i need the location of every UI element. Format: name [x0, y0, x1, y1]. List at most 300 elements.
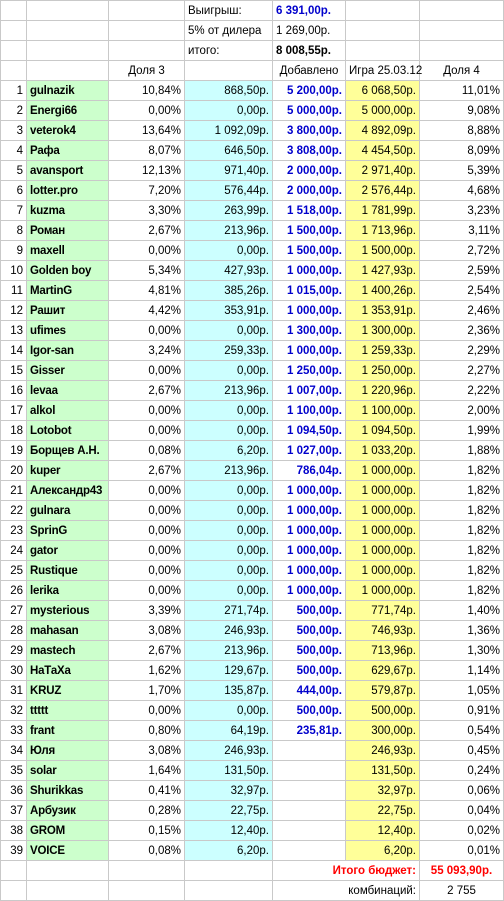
- game-cell[interactable]: 1 300,00р.: [346, 321, 420, 341]
- share3-cell[interactable]: 0,00%: [109, 561, 185, 581]
- game-cell[interactable]: 2 576,44р.: [346, 181, 420, 201]
- player-name[interactable]: SprinG: [27, 521, 109, 541]
- added-cell[interactable]: 5 200,00р.: [273, 81, 346, 101]
- row-number[interactable]: 2: [1, 101, 27, 121]
- player-name[interactable]: ttttt: [27, 701, 109, 721]
- player-name[interactable]: alkol: [27, 401, 109, 421]
- share4-cell[interactable]: 2,29%: [420, 341, 504, 361]
- share4-cell[interactable]: 8,09%: [420, 141, 504, 161]
- row-number[interactable]: 13: [1, 321, 27, 341]
- table-row: [1, 321, 504, 341]
- game-cell[interactable]: 246,93р.: [346, 741, 420, 761]
- share4-cell[interactable]: 0,06%: [420, 781, 504, 801]
- game-cell[interactable]: 1 000,00р.: [346, 501, 420, 521]
- game-cell[interactable]: 1 000,00р.: [346, 521, 420, 541]
- row-number[interactable]: 1: [1, 81, 27, 101]
- added-cell[interactable]: 1 094,50р.: [273, 421, 346, 441]
- budget-value[interactable]: 55 093,90р.: [420, 861, 504, 881]
- player-name[interactable]: kuper: [27, 461, 109, 481]
- added-cell[interactable]: 500,00р.: [273, 701, 346, 721]
- amount-cell[interactable]: 427,93р.: [185, 261, 273, 281]
- amount-cell[interactable]: 0,00р.: [185, 321, 273, 341]
- share3-cell[interactable]: 3,24%: [109, 341, 185, 361]
- added-cell[interactable]: 5 000,00р.: [273, 101, 346, 121]
- share4-cell[interactable]: 2,46%: [420, 301, 504, 321]
- amount-cell[interactable]: 213,96р.: [185, 641, 273, 661]
- share3-cell[interactable]: 0,00%: [109, 401, 185, 421]
- table-row: [1, 821, 504, 841]
- share4-cell[interactable]: 1,99%: [420, 421, 504, 441]
- row-number[interactable]: 28: [1, 621, 27, 641]
- row-number[interactable]: 29: [1, 641, 27, 661]
- player-name[interactable]: lerika: [27, 581, 109, 601]
- share3-cell[interactable]: 0,15%: [109, 821, 185, 841]
- game-cell[interactable]: 1 000,00р.: [346, 481, 420, 501]
- player-name[interactable]: Роман: [27, 221, 109, 241]
- share3-cell[interactable]: 2,67%: [109, 461, 185, 481]
- added-cell[interactable]: 2 000,00р.: [273, 181, 346, 201]
- added-cell[interactable]: 500,00р.: [273, 621, 346, 641]
- game-cell[interactable]: 1 500,00р.: [346, 241, 420, 261]
- share4-cell[interactable]: 1,40%: [420, 601, 504, 621]
- player-name[interactable]: Rustique: [27, 561, 109, 581]
- share3-cell[interactable]: 13,64%: [109, 121, 185, 141]
- header-share4[interactable]: Доля 4: [420, 61, 504, 81]
- total-label[interactable]: итого:: [185, 41, 273, 61]
- dealer-label[interactable]: 5% от дилера: [185, 21, 273, 41]
- game-cell[interactable]: 713,96р.: [346, 641, 420, 661]
- row-number[interactable]: 5: [1, 161, 27, 181]
- share4-cell[interactable]: 1,36%: [420, 621, 504, 641]
- amount-cell[interactable]: 0,00р.: [185, 481, 273, 501]
- player-name[interactable]: Рафа: [27, 141, 109, 161]
- row-number[interactable]: 17: [1, 401, 27, 421]
- added-cell[interactable]: 444,00р.: [273, 681, 346, 701]
- game-cell[interactable]: 22,75р.: [346, 801, 420, 821]
- share3-cell[interactable]: 1,62%: [109, 661, 185, 681]
- dealer-value[interactable]: 1 269,00р.: [273, 21, 346, 41]
- player-name[interactable]: mahasan: [27, 621, 109, 641]
- share4-cell[interactable]: 1,82%: [420, 501, 504, 521]
- amount-cell[interactable]: 22,75р.: [185, 801, 273, 821]
- row-number[interactable]: 11: [1, 281, 27, 301]
- share3-cell[interactable]: 0,00%: [109, 361, 185, 381]
- player-name[interactable]: НаТаХа: [27, 661, 109, 681]
- row-number[interactable]: 6: [1, 181, 27, 201]
- share4-cell[interactable]: 2,27%: [420, 361, 504, 381]
- game-cell[interactable]: 1 000,00р.: [346, 461, 420, 481]
- game-cell[interactable]: 1 250,00р.: [346, 361, 420, 381]
- amount-cell[interactable]: 0,00р.: [185, 561, 273, 581]
- added-cell[interactable]: 500,00р.: [273, 641, 346, 661]
- added-cell[interactable]: 1 027,00р.: [273, 441, 346, 461]
- amount-cell[interactable]: 135,87р.: [185, 681, 273, 701]
- amount-cell[interactable]: 271,74р.: [185, 601, 273, 621]
- amount-cell[interactable]: 971,40р.: [185, 161, 273, 181]
- row-number[interactable]: 38: [1, 821, 27, 841]
- game-cell[interactable]: 32,97р.: [346, 781, 420, 801]
- share4-cell[interactable]: 1,14%: [420, 661, 504, 681]
- amount-cell[interactable]: 246,93р.: [185, 741, 273, 761]
- player-name[interactable]: Рашит: [27, 301, 109, 321]
- share3-cell[interactable]: 10,84%: [109, 81, 185, 101]
- player-name[interactable]: ufimes: [27, 321, 109, 341]
- amount-cell[interactable]: 213,96р.: [185, 461, 273, 481]
- amount-cell[interactable]: 0,00р.: [185, 421, 273, 441]
- amount-cell[interactable]: 0,00р.: [185, 701, 273, 721]
- game-cell[interactable]: 1 000,00р.: [346, 561, 420, 581]
- table-row: [1, 801, 504, 821]
- share3-cell[interactable]: 4,42%: [109, 301, 185, 321]
- game-cell[interactable]: 1 000,00р.: [346, 541, 420, 561]
- row-number[interactable]: 37: [1, 801, 27, 821]
- added-cell[interactable]: 1 000,00р.: [273, 521, 346, 541]
- share4-cell[interactable]: 0,04%: [420, 801, 504, 821]
- combos-value[interactable]: 2 755: [420, 881, 504, 901]
- game-cell[interactable]: 300,00р.: [346, 721, 420, 741]
- share4-cell[interactable]: 9,08%: [420, 101, 504, 121]
- player-name[interactable]: maxell: [27, 241, 109, 261]
- amount-cell[interactable]: 64,19р.: [185, 721, 273, 741]
- added-cell[interactable]: 1 100,00р.: [273, 401, 346, 421]
- share3-cell[interactable]: 2,67%: [109, 221, 185, 241]
- amount-cell[interactable]: 646,50р.: [185, 141, 273, 161]
- share3-cell[interactable]: 0,80%: [109, 721, 185, 741]
- share3-cell[interactable]: 1,64%: [109, 761, 185, 781]
- amount-cell[interactable]: 353,91р.: [185, 301, 273, 321]
- share4-cell[interactable]: 1,05%: [420, 681, 504, 701]
- player-name[interactable]: KRUZ: [27, 681, 109, 701]
- added-cell[interactable]: [273, 841, 346, 861]
- share4-cell[interactable]: 1,82%: [420, 461, 504, 481]
- game-cell[interactable]: 1 100,00р.: [346, 401, 420, 421]
- row-number[interactable]: 3: [1, 121, 27, 141]
- combos-label[interactable]: комбинаций:: [273, 881, 420, 901]
- game-cell[interactable]: 5 000,00р.: [346, 101, 420, 121]
- row-number[interactable]: 16: [1, 381, 27, 401]
- player-name[interactable]: MartinG: [27, 281, 109, 301]
- added-cell[interactable]: 1 300,00р.: [273, 321, 346, 341]
- game-cell[interactable]: 629,67р.: [346, 661, 420, 681]
- share4-cell[interactable]: 0,24%: [420, 761, 504, 781]
- row-number[interactable]: 36: [1, 781, 27, 801]
- row-number[interactable]: 9: [1, 241, 27, 261]
- share4-cell[interactable]: 2,54%: [420, 281, 504, 301]
- header-share3[interactable]: Доля 3: [109, 61, 185, 81]
- player-name[interactable]: Golden boy: [27, 261, 109, 281]
- summary-row-dealer: [1, 21, 504, 41]
- added-cell[interactable]: 786,04р.: [273, 461, 346, 481]
- share3-cell[interactable]: 3,39%: [109, 601, 185, 621]
- player-name[interactable]: Energi66: [27, 101, 109, 121]
- share3-cell[interactable]: 3,30%: [109, 201, 185, 221]
- added-cell[interactable]: [273, 741, 346, 761]
- share3-cell[interactable]: 2,67%: [109, 381, 185, 401]
- share3-cell[interactable]: 0,00%: [109, 581, 185, 601]
- game-cell[interactable]: 1 427,93р.: [346, 261, 420, 281]
- win-label[interactable]: Выигрыш:: [185, 1, 273, 21]
- share4-cell[interactable]: 4,68%: [420, 181, 504, 201]
- game-cell[interactable]: 131,50р.: [346, 761, 420, 781]
- total-value[interactable]: 8 008,55р.: [273, 41, 346, 61]
- summary-row-win: [1, 1, 504, 21]
- amount-cell[interactable]: 12,40р.: [185, 821, 273, 841]
- game-cell[interactable]: 2 971,40р.: [346, 161, 420, 181]
- added-cell[interactable]: 3 800,00р.: [273, 121, 346, 141]
- share3-cell[interactable]: 8,07%: [109, 141, 185, 161]
- share3-cell[interactable]: 0,00%: [109, 541, 185, 561]
- share3-cell[interactable]: 0,41%: [109, 781, 185, 801]
- player-name[interactable]: Gisser: [27, 361, 109, 381]
- header-game[interactable]: Игра 25.03.12: [346, 61, 420, 81]
- added-cell[interactable]: 1 007,00р.: [273, 381, 346, 401]
- player-name[interactable]: kuzma: [27, 201, 109, 221]
- row-number[interactable]: 35: [1, 761, 27, 781]
- added-cell[interactable]: [273, 821, 346, 841]
- added-cell[interactable]: 2 000,00р.: [273, 161, 346, 181]
- share3-cell[interactable]: 0,00%: [109, 521, 185, 541]
- share3-cell[interactable]: 0,08%: [109, 441, 185, 461]
- amount-cell[interactable]: 246,93р.: [185, 621, 273, 641]
- row-number[interactable]: 27: [1, 601, 27, 621]
- share3-cell[interactable]: 0,00%: [109, 421, 185, 441]
- row-number[interactable]: 22: [1, 501, 27, 521]
- share3-cell[interactable]: 2,67%: [109, 641, 185, 661]
- player-name[interactable]: solar: [27, 761, 109, 781]
- game-cell[interactable]: 1 033,20р.: [346, 441, 420, 461]
- share4-cell[interactable]: 0,54%: [420, 721, 504, 741]
- game-cell[interactable]: 771,74р.: [346, 601, 420, 621]
- share4-cell[interactable]: 8,88%: [420, 121, 504, 141]
- added-cell[interactable]: 500,00р.: [273, 601, 346, 621]
- share4-cell[interactable]: 2,59%: [420, 261, 504, 281]
- amount-cell[interactable]: 0,00р.: [185, 401, 273, 421]
- game-cell[interactable]: 1 259,33р.: [346, 341, 420, 361]
- row-number[interactable]: 12: [1, 301, 27, 321]
- game-cell[interactable]: 4 892,09р.: [346, 121, 420, 141]
- amount-cell[interactable]: 6,20р.: [185, 441, 273, 461]
- amount-cell[interactable]: 6,20р.: [185, 841, 273, 861]
- share4-cell[interactable]: 1,88%: [420, 441, 504, 461]
- added-cell[interactable]: 1 500,00р.: [273, 241, 346, 261]
- player-name[interactable]: Igor-san: [27, 341, 109, 361]
- amount-cell[interactable]: 213,96р.: [185, 221, 273, 241]
- table-row: [1, 481, 504, 501]
- added-cell[interactable]: 500,00р.: [273, 661, 346, 681]
- share3-cell[interactable]: 0,00%: [109, 701, 185, 721]
- table-row: [1, 121, 504, 141]
- win-value[interactable]: 6 391,00р.: [273, 1, 346, 21]
- player-name[interactable]: GROM: [27, 821, 109, 841]
- amount-cell[interactable]: 0,00р.: [185, 361, 273, 381]
- amount-cell[interactable]: 0,00р.: [185, 101, 273, 121]
- player-name[interactable]: mastech: [27, 641, 109, 661]
- amount-cell[interactable]: 385,26р.: [185, 281, 273, 301]
- share4-cell[interactable]: 0,45%: [420, 741, 504, 761]
- row-number[interactable]: 4: [1, 141, 27, 161]
- row-number[interactable]: 24: [1, 541, 27, 561]
- share3-cell[interactable]: 0,00%: [109, 501, 185, 521]
- game-cell[interactable]: 12,40р.: [346, 821, 420, 841]
- share3-cell[interactable]: 4,81%: [109, 281, 185, 301]
- amount-cell[interactable]: 0,00р.: [185, 241, 273, 261]
- amount-cell[interactable]: 868,50р.: [185, 81, 273, 101]
- share4-cell[interactable]: 2,72%: [420, 241, 504, 261]
- amount-cell[interactable]: 131,50р.: [185, 761, 273, 781]
- table-row: [1, 181, 504, 201]
- share3-cell[interactable]: 5,34%: [109, 261, 185, 281]
- share4-cell[interactable]: 1,82%: [420, 541, 504, 561]
- share4-cell[interactable]: 1,30%: [420, 641, 504, 661]
- row-number[interactable]: 39: [1, 841, 27, 861]
- share4-cell[interactable]: 0,02%: [420, 821, 504, 841]
- row-number[interactable]: 19: [1, 441, 27, 461]
- added-cell[interactable]: 1 000,00р.: [273, 481, 346, 501]
- row-number[interactable]: 20: [1, 461, 27, 481]
- game-cell[interactable]: 1 353,91р.: [346, 301, 420, 321]
- player-name[interactable]: Александр43: [27, 481, 109, 501]
- player-name[interactable]: avansport: [27, 161, 109, 181]
- amount-cell[interactable]: 129,67р.: [185, 661, 273, 681]
- row-number[interactable]: 8: [1, 221, 27, 241]
- share4-cell[interactable]: 0,01%: [420, 841, 504, 861]
- player-name[interactable]: gulnara: [27, 501, 109, 521]
- row-number[interactable]: 31: [1, 681, 27, 701]
- row-number[interactable]: 25: [1, 561, 27, 581]
- game-cell[interactable]: 1 000,00р.: [346, 581, 420, 601]
- game-cell[interactable]: 579,87р.: [346, 681, 420, 701]
- game-cell[interactable]: 1 713,96р.: [346, 221, 420, 241]
- game-cell[interactable]: 1 781,99р.: [346, 201, 420, 221]
- share4-cell[interactable]: 1,82%: [420, 561, 504, 581]
- added-cell[interactable]: 1 518,00р.: [273, 201, 346, 221]
- share4-cell[interactable]: 2,00%: [420, 401, 504, 421]
- share3-cell[interactable]: 1,70%: [109, 681, 185, 701]
- row-number[interactable]: 21: [1, 481, 27, 501]
- added-cell[interactable]: 1 015,00р.: [273, 281, 346, 301]
- footer-row-combos: [1, 881, 504, 901]
- added-cell[interactable]: 1 250,00р.: [273, 361, 346, 381]
- added-cell[interactable]: 3 808,00р.: [273, 141, 346, 161]
- share4-cell[interactable]: 1,82%: [420, 581, 504, 601]
- amount-cell[interactable]: 213,96р.: [185, 381, 273, 401]
- added-cell[interactable]: 1 000,00р.: [273, 561, 346, 581]
- share3-cell[interactable]: 0,28%: [109, 801, 185, 821]
- table-row: [1, 141, 504, 161]
- amount-cell[interactable]: 0,00р.: [185, 541, 273, 561]
- player-name[interactable]: lotter.pro: [27, 181, 109, 201]
- share4-cell[interactable]: 1,82%: [420, 521, 504, 541]
- row-number[interactable]: 15: [1, 361, 27, 381]
- row-number[interactable]: 10: [1, 261, 27, 281]
- added-cell[interactable]: 1 000,00р.: [273, 581, 346, 601]
- player-name[interactable]: Арбузик: [27, 801, 109, 821]
- table-row: [1, 521, 504, 541]
- budget-label[interactable]: Итого бюджет:: [273, 861, 420, 881]
- game-cell[interactable]: 6 068,50р.: [346, 81, 420, 101]
- share3-cell[interactable]: 3,08%: [109, 741, 185, 761]
- share4-cell[interactable]: 5,39%: [420, 161, 504, 181]
- added-cell[interactable]: [273, 801, 346, 821]
- amount-cell[interactable]: 259,33р.: [185, 341, 273, 361]
- added-cell[interactable]: 235,81р.: [273, 721, 346, 741]
- amount-cell[interactable]: 32,97р.: [185, 781, 273, 801]
- share4-cell[interactable]: 3,23%: [420, 201, 504, 221]
- share3-cell[interactable]: 7,20%: [109, 181, 185, 201]
- amount-cell[interactable]: 0,00р.: [185, 521, 273, 541]
- share4-cell[interactable]: 2,36%: [420, 321, 504, 341]
- player-name[interactable]: mysterious: [27, 601, 109, 621]
- added-cell[interactable]: 1 000,00р.: [273, 341, 346, 361]
- share4-cell[interactable]: 0,91%: [420, 701, 504, 721]
- amount-cell[interactable]: 0,00р.: [185, 501, 273, 521]
- row-number[interactable]: 23: [1, 521, 27, 541]
- table-row: [1, 401, 504, 421]
- game-cell[interactable]: 6,20р.: [346, 841, 420, 861]
- player-name[interactable]: gator: [27, 541, 109, 561]
- row-number[interactable]: 33: [1, 721, 27, 741]
- share3-cell[interactable]: 0,08%: [109, 841, 185, 861]
- player-name[interactable]: gulnazik: [27, 81, 109, 101]
- share4-cell[interactable]: 2,22%: [420, 381, 504, 401]
- share3-cell[interactable]: 0,00%: [109, 481, 185, 501]
- share3-cell[interactable]: 12,13%: [109, 161, 185, 181]
- row-number[interactable]: 7: [1, 201, 27, 221]
- share3-cell[interactable]: 0,00%: [109, 241, 185, 261]
- player-name[interactable]: veterok4: [27, 121, 109, 141]
- game-cell[interactable]: 4 454,50р.: [346, 141, 420, 161]
- share4-cell[interactable]: 11,01%: [420, 81, 504, 101]
- added-cell[interactable]: 1 000,00р.: [273, 541, 346, 561]
- header-added[interactable]: Добавлено: [273, 61, 346, 81]
- game-cell[interactable]: 1 094,50р.: [346, 421, 420, 441]
- added-cell[interactable]: 1 000,00р.: [273, 261, 346, 281]
- player-name[interactable]: Борщев А.Н.: [27, 441, 109, 461]
- share3-cell[interactable]: 3,08%: [109, 621, 185, 641]
- row-number[interactable]: 18: [1, 421, 27, 441]
- added-cell[interactable]: [273, 761, 346, 781]
- added-cell[interactable]: [273, 781, 346, 801]
- share4-cell[interactable]: 3,11%: [420, 221, 504, 241]
- share3-cell[interactable]: 0,00%: [109, 101, 185, 121]
- row-number[interactable]: 26: [1, 581, 27, 601]
- added-cell[interactable]: 1 000,00р.: [273, 301, 346, 321]
- player-name[interactable]: Shurikkas: [27, 781, 109, 801]
- player-name[interactable]: levaa: [27, 381, 109, 401]
- added-cell[interactable]: 1 000,00р.: [273, 501, 346, 521]
- amount-cell[interactable]: 0,00р.: [185, 581, 273, 601]
- row-number[interactable]: 34: [1, 741, 27, 761]
- share4-cell[interactable]: 1,82%: [420, 481, 504, 501]
- row-number[interactable]: 30: [1, 661, 27, 681]
- game-cell[interactable]: 500,00р.: [346, 701, 420, 721]
- player-name[interactable]: Юля: [27, 741, 109, 761]
- amount-cell[interactable]: 576,44р.: [185, 181, 273, 201]
- player-name[interactable]: VOICE: [27, 841, 109, 861]
- row-number[interactable]: 32: [1, 701, 27, 721]
- game-cell[interactable]: 1 400,26р.: [346, 281, 420, 301]
- player-name[interactable]: Lotobot: [27, 421, 109, 441]
- share3-cell[interactable]: 0,00%: [109, 321, 185, 341]
- amount-cell[interactable]: 263,99р.: [185, 201, 273, 221]
- row-number[interactable]: 14: [1, 341, 27, 361]
- game-cell[interactable]: 1 220,96р.: [346, 381, 420, 401]
- added-cell[interactable]: 1 500,00р.: [273, 221, 346, 241]
- amount-cell[interactable]: 1 092,09р.: [185, 121, 273, 141]
- table-row: [1, 421, 504, 441]
- game-cell[interactable]: 746,93р.: [346, 621, 420, 641]
- player-name[interactable]: frant: [27, 721, 109, 741]
